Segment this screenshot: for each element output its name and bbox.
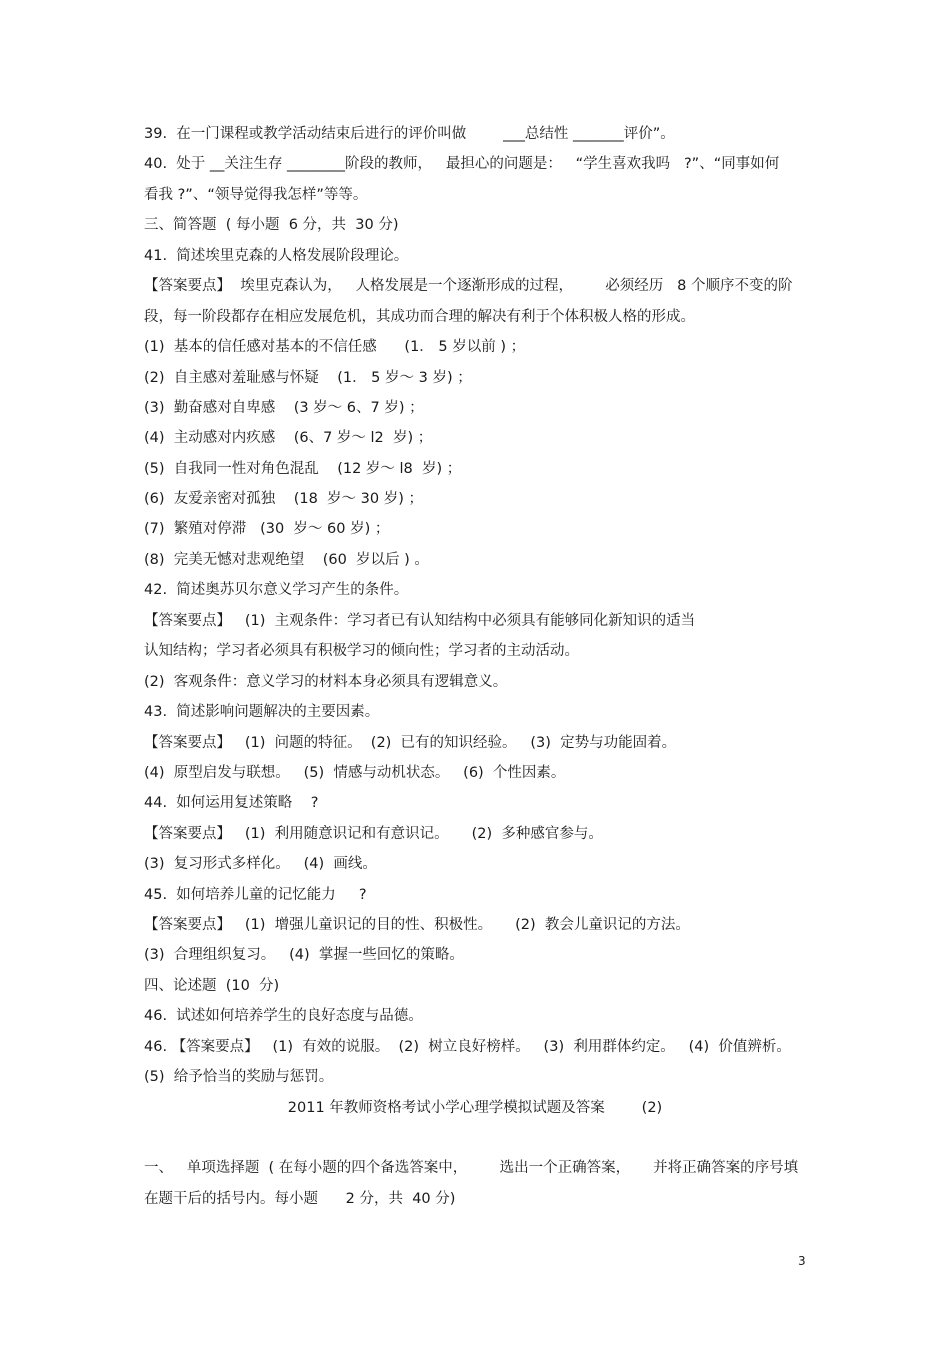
list-item: (2) 自主感对羞耻感与怀疑 (1． 5 岁～ 3 岁) ；	[144, 370, 472, 386]
list-item: (6) 友爱亲密对孤独 (18 岁～ 30 岁) ；	[144, 491, 423, 507]
list-item: (3) 勤奋感对自卑感 (3 岁～ 6、7 岁) ；	[144, 400, 424, 416]
answer-45: 【答案要点】 (1) 增强儿童识记的目的性、积极性。 (2) 教会儿童识记的方法。	[144, 917, 690, 933]
answer-46: 46. 【答案要点】 (1) 有效的说服。 (2) 树立良好榜样。 (3) 利用群体约定。 (4) 价值辨析。	[144, 1039, 791, 1055]
page-number: 3	[798, 1254, 806, 1268]
question-43: 43. 简述影响问题解决的主要因素。	[144, 704, 380, 720]
list-item: (5) 自我同一性对角色混乱 (12 岁～ l8 岁) ；	[144, 461, 462, 477]
question-39: 39. 在一门课程或教学活动结束后进行的评价叫做 ___总结性 _______评价”。	[144, 126, 675, 142]
question-46: 46. 试述如何培养学生的良好态度与品德。	[144, 1008, 423, 1024]
page-title: 2011 年教师资格考试小学心理学模拟试题及答案 (2)	[287, 1100, 663, 1116]
answer-43: 【答案要点】 (1) 问题的特征。 (2) 已有的知识经验。 (3) 定势与功能固着。	[144, 735, 677, 751]
question-45: 45. 如何培养儿童的记忆能力 ?	[144, 887, 367, 903]
answer-44-continued: (3) 复习形式多样化。 (4) 画线。	[144, 856, 377, 872]
answer-44: 【答案要点】 (1) 利用随意识记和有意识记。 (2) 多种感官参与。	[144, 826, 603, 842]
question-42: 42. 简述奥苏贝尔意义学习产生的条件。	[144, 582, 409, 598]
section-heading-single-choice: 一、 单项选择题 ( 在每小题的四个备选答案中， 选出一个正确答案， 并将正确答案的序号填	[144, 1160, 799, 1176]
answer-42: 【答案要点】 (1) 主观条件：学习者已有认知结构中必须具有能够同化新知识的适当	[144, 613, 696, 629]
list-item: (8) 完美无憾对悲观绝望 (60 岁以后 ) 。	[144, 552, 429, 568]
section-heading-short-answer: 三、简答题 ( 每小题 6 分，共 30 分)	[144, 217, 399, 233]
list-item: (7) 繁殖对停滞 (30 岁～ 60 岁) ；	[144, 521, 390, 537]
section-heading-essay: 四、论述题 (10 分)	[144, 978, 280, 994]
answer-42-objective: (2) 客观条件：意义学习的材料本身必须具有逻辑意义。	[144, 674, 508, 690]
question-40-continued: 看我 ?”、“领导觉得我怎样”等等。	[144, 187, 368, 203]
answer-41: 【答案要点】 埃里克森认为， 人格发展是一个逐渐形成的过程， 必须经历 8 个顺序不变的阶	[144, 278, 793, 294]
list-item: (1) 基本的信任感对基本的不信任感 (1． 5 岁以前 ) ；	[144, 339, 526, 355]
answer-45-continued: (3) 合理组织复习。 (4) 掌握一些回忆的策略。	[144, 947, 464, 963]
section-instructions: 在题干后的括号内。每小题 2 分，共 40 分)	[144, 1191, 456, 1207]
answer-46-continued: (5) 给予恰当的奖励与惩罚。	[144, 1069, 334, 1085]
list-item: (4) 主动感对内疚感 (6、7 岁～ l2 岁) ；	[144, 430, 433, 446]
question-44: 44. 如何运用复述策略 ?	[144, 795, 319, 811]
question-41: 41. 简述埃里克森的人格发展阶段理论。	[144, 248, 409, 264]
answer-41-continued: 段，每一阶段都存在相应发展危机，其成功而合理的解决有利于个体积极人格的形成。	[144, 309, 695, 325]
answer-43-continued: (4) 原型启发与联想。 (5) 情感与动机状态。 (6) 个性因素。	[144, 765, 566, 781]
question-40: 40. 处于 __关注生存 ________阶段的教师， 最担心的问题是： “学生喜欢我吗 ?”、“同事如何	[144, 156, 780, 172]
answer-42-continued: 认知结构；学习者必须具有积极学习的倾向性；学习者的主动活动。	[144, 643, 579, 659]
